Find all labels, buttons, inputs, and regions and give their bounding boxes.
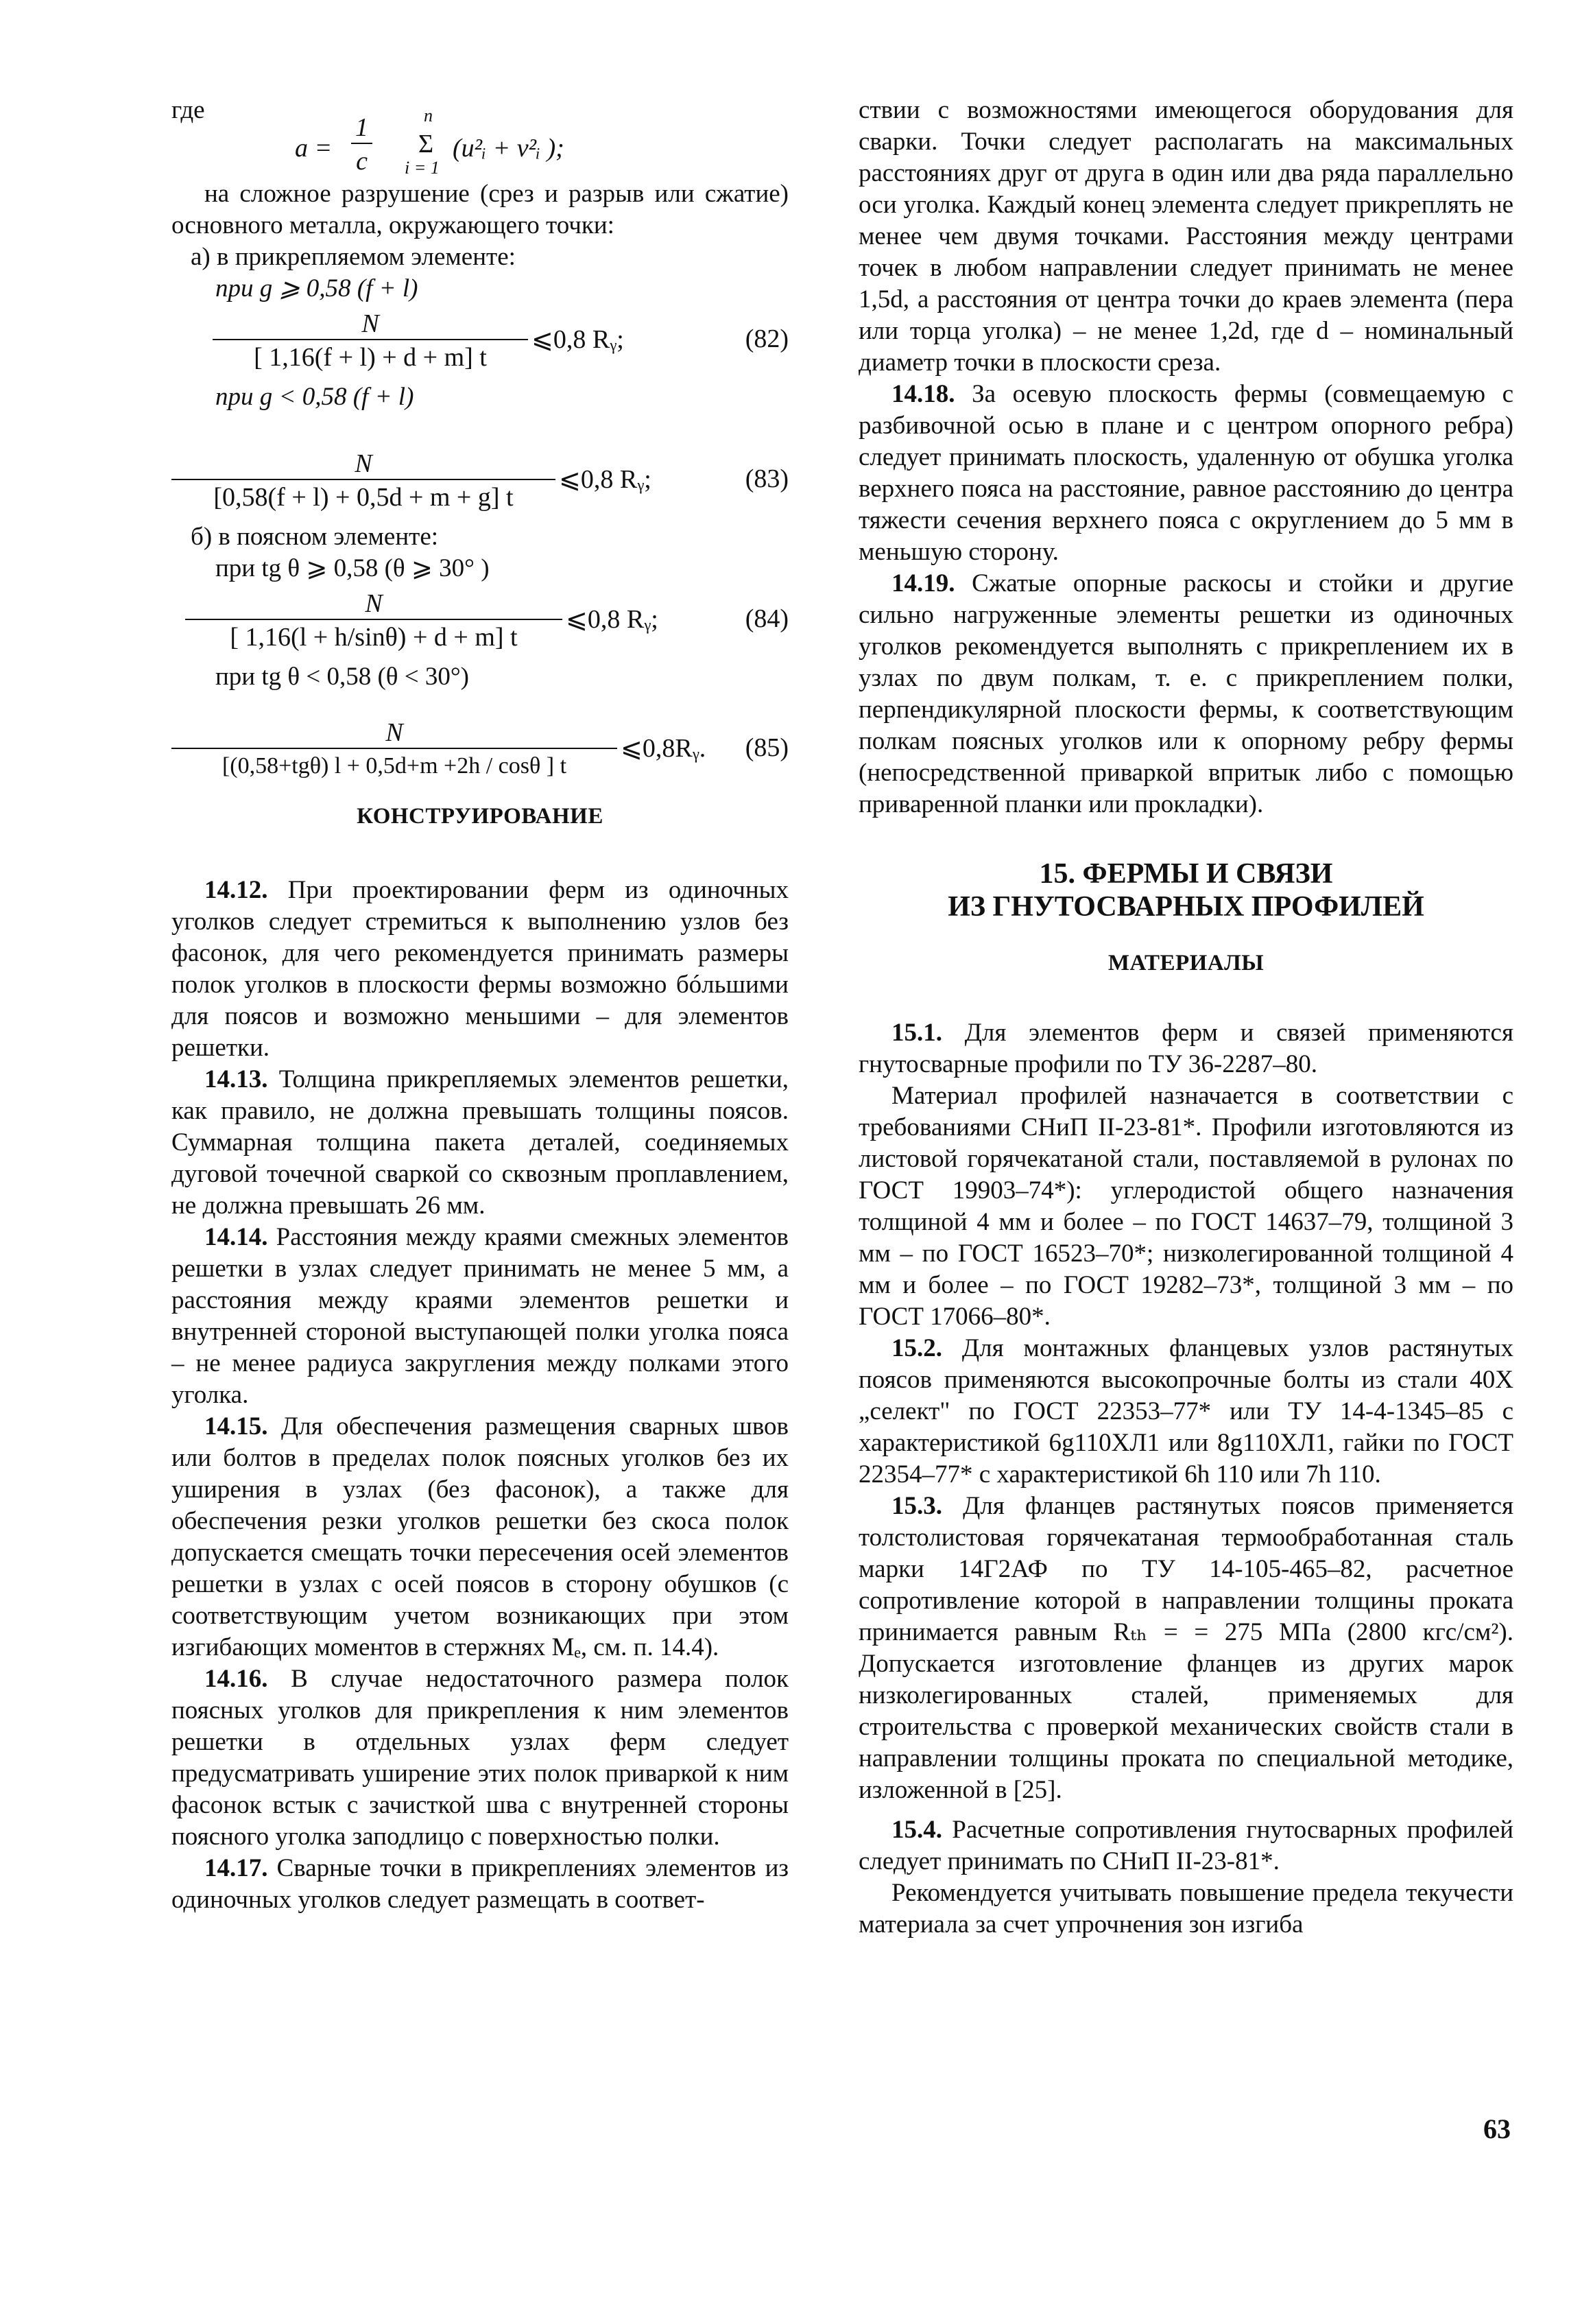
sum-upper-limit: n bbox=[424, 106, 433, 126]
chapter-15-heading-line2: ИЗ ГНУТОСВАРНЫХ ПРОФИЛЕЙ bbox=[948, 891, 1424, 923]
section-text: Сварные точки в прикреплениях элементов из одиночных уголков следует размещать в соответ- bbox=[171, 1854, 789, 1914]
formula-82-numerator: N bbox=[361, 309, 379, 338]
section-14-12 bbox=[171, 875, 789, 1064]
section-text: Сжатые опорные раскосы и стойки и другие сильно нагруженные элементы решетки из одиночных уголков рекомендуется выполнять с прикреплением их в узлах по двум полкам, т. е. с прикреплением полки, перпендикулярной плоскости фермы, к соответствующим полкам поясных уголков или к опорному ребру фермы (непосредственной приваркой впритык либо с помощью приваренной планки или прокладки). bbox=[859, 569, 1514, 818]
equation-number-83: (83) bbox=[745, 464, 789, 493]
formula-a-fraction bbox=[351, 112, 372, 178]
formula-82-fraction bbox=[213, 309, 528, 375]
left-column bbox=[171, 95, 789, 1916]
heading-design: КОНСТРУИРОВАНИЕ bbox=[357, 804, 603, 829]
section-number: 15.4. bbox=[891, 1816, 942, 1844]
formula-85-denominator: [(0,58+tgθ) l + 0,5d+m +2h / cosθ ] t bbox=[221, 753, 567, 779]
material-paragraph: Материал профилей назначается в соответствии с требованиями СНиП II-23-81*. Профили изготовляются из листовой горячекатаной стали, поставляемой в рулонах по ГОСТ 19903–74*): углеродистой общего назначения толщиной 4 мм и более – по ГОСТ 14637–79, толщиной 3 мм – по ГОСТ 16523–70*; низколегированной толщиной 4 мм и более – по ГОСТ 19282–73*, толщиной 3 мм – по ГОСТ 17066–80*. bbox=[859, 1082, 1513, 1331]
formula-85-rhs: ⩽0,8Rᵧ. bbox=[621, 734, 706, 763]
section-14-16 bbox=[171, 1663, 789, 1853]
section-number: 14.16. bbox=[204, 1665, 268, 1693]
formula-83 bbox=[171, 444, 789, 521]
formula-83-numerator: N bbox=[355, 449, 372, 478]
chapter-15-heading bbox=[859, 857, 1513, 923]
section-number: 14.14. bbox=[204, 1223, 268, 1251]
equation-number-85: (85) bbox=[745, 733, 789, 762]
section-text: Для обеспечения размещения сварных швов или болтов в пределах полок поясных уголков без их уширения в узлах (без фасонок), а также для обеспечения резки уголков решетки без скоса полок допускается смещать точки пересечения осей элементов решетки в узлах с осей поясов в сторону обушков (с соответствующим учетом возникающих при этом изгибающих моментов в стержнях Mₑ, см. п. 14.4). bbox=[171, 1412, 789, 1661]
page-number: 63 bbox=[1483, 2113, 1511, 2144]
section-text: В случае недостаточного размера полок поясных уголков для прикрепления к ним элементов решетки в отдельных узлах ферм следует предусматривать уширение этих полок приваркой к ним фасонок встык с зачисткой шва с внутренней стороны поясного уголка заподлицо с поверхностью полки. bbox=[171, 1665, 789, 1851]
section-14-19 bbox=[859, 568, 1513, 820]
section-text: Толщина прикрепляемых элементов решетки, как правило, не должна превышать толщины поясов. Суммарная толщина пакета деталей, соединяемых дуговой точечной сваркой со сквозным проплавлением, не должна превышать 26 мм. bbox=[171, 1065, 789, 1220]
item-b-label: б) в поясном элементе: bbox=[191, 523, 439, 551]
section-number: 15.2. bbox=[891, 1334, 942, 1362]
section-text: Для фланцев растянутых поясов применяется толстолистовая горячекатаная термообработанная сталь марки 14Г2АФ по ТУ 14-105-465–82, расчетное сопротивление которой в направлении толщины проката принимается равным Rₜₕ = = 275 МПа (2800 кгс/см²). Допускается изготовление фланцев из других марок низколегированных сталей, применяемых для строительства с проверкой механических свойств стали в направлении толщины проката по специальной методике, изложенной в [25]. bbox=[859, 1492, 1514, 1804]
heading-materials: МАТЕРИАЛЫ bbox=[1107, 951, 1265, 975]
intro-paragraph: на сложное разрушение (срез и разрыв или сжатие) основного металла, окружающего точки: bbox=[171, 180, 789, 239]
section-number: 14.19. bbox=[891, 569, 955, 597]
formula-84-rhs: ⩽0,8 Rᵧ; bbox=[566, 605, 658, 634]
section-number: 14.17. bbox=[204, 1854, 268, 1882]
last-paragraph: Рекомендуется учитывать повышение предела текучести материала за счет упрочнения зон изгиба bbox=[859, 1879, 1513, 1938]
section-number: 15.1. bbox=[891, 1019, 942, 1047]
chapter-15-heading-line1: 15. ФЕРМЫ И СВЯЗИ bbox=[1039, 858, 1333, 890]
condition-85: при tg θ < 0,58 (θ < 30°) bbox=[215, 663, 469, 691]
equation-number-82: (82) bbox=[745, 324, 789, 353]
section-15-4 bbox=[859, 1814, 1513, 1877]
formula-a bbox=[171, 106, 789, 178]
formula-84-denominator: [ 1,16(l + h/sinθ) + d + m] t bbox=[230, 623, 518, 652]
sum-body: (u²ᵢ + v²ᵢ ); bbox=[453, 134, 564, 163]
condition-83: при g < 0,58 (f + l) bbox=[215, 383, 414, 411]
section-text: Расстояния между краями смежных элементов решетки в узлах следует принимать не менее 5 мм, а расстояния между краями элементов решетки и внутренней стороной выступающей полки уголка пояса – не менее радиуса закругления между полками этого уголка. bbox=[171, 1223, 789, 1409]
section-text: Расчетные сопротивления гнутосварных профилей следует принимать по СНиП II-23-81*. bbox=[859, 1816, 1513, 1875]
continued-paragraph: ствии с возможностями имеющегося оборудования для сварки. Точки следует располагать на максимальных расстояниях друг от друга в один или два ряда параллельно оси уголка. Каждый конец элемента следует прикреплять не менее чем двумя точками. Расстояния между центрами точек в любом направлении следует принимать не менее 1,5d, а расстояния от центра точки до краев элемента (пера или торца уголка) – не менее 1,2d, где d – номинальный диаметр точки в плоскости среза. bbox=[859, 96, 1513, 377]
sum-lower-limit: i = 1 bbox=[405, 158, 440, 178]
section-text: Для монтажных фланцевых узлов растянутых поясов применяются высокопрочные болты из стали 40Х „селект" по ГОСТ 22353–77* или ТУ 14-4-1345–85 с характеристикой 6g110ХЛ1 или 8g110ХЛ1, гайки по ГОСТ 22354–77* с характеристикой 6h 110 или 7h 110. bbox=[859, 1334, 1514, 1489]
formula-84-numerator: N bbox=[365, 589, 383, 618]
section-number: 14.13. bbox=[204, 1065, 268, 1093]
section-number: 15.3. bbox=[891, 1492, 942, 1520]
section-14-14 bbox=[171, 1222, 789, 1411]
section-15-1 bbox=[859, 1017, 1513, 1080]
formula-a-lhs: a = bbox=[295, 134, 333, 163]
section-15-3 bbox=[859, 1491, 1513, 1806]
section-text: При проектировании ферм из одиночных уголков следует стремиться к выполнению узлов без фасонок, для чего рекомендуется принимать размеры полок уголков в плоскости фермы возможно бóльшими для поясов и возможно меньшими – для элементов решетки. bbox=[171, 876, 789, 1062]
formula-84-fraction bbox=[185, 589, 562, 654]
formula-82-denominator: [ 1,16(f + l) + d + m] t bbox=[254, 343, 487, 372]
item-a-label: а) в прикрепляемом элементе: bbox=[191, 243, 516, 271]
formula-82 bbox=[171, 305, 789, 381]
condition-84: при tg θ ⩾ 0,58 (θ ⩾ 30° ) bbox=[215, 554, 490, 582]
sum-symbol: Σ bbox=[418, 130, 434, 158]
section-text: За осевую плоскость фермы (совмещаемую с разбивочной осью в плане и с центром опорного ребра) следует принимать плоскость, удаленную от обушка уголка верхнего пояса на расстояние, равное расстоянию до центра тяжести сечения верхнего пояса с округлением до 5 мм в меньшую сторону. bbox=[859, 380, 1513, 566]
formula-83-denominator: [0,58(f + l) + 0,5d + m + g] t bbox=[213, 483, 514, 512]
equation-number-84: (84) bbox=[745, 604, 789, 633]
formula-85-fraction bbox=[171, 718, 617, 783]
section-14-18 bbox=[859, 379, 1513, 568]
section-14-17 bbox=[171, 1853, 789, 1916]
section-15-2 bbox=[859, 1333, 1513, 1491]
section-14-15 bbox=[171, 1411, 789, 1663]
formula-85-numerator: N bbox=[385, 718, 403, 747]
where-label: где bbox=[171, 96, 205, 124]
formula-82-rhs: ⩽0,8 Rᵧ; bbox=[531, 325, 624, 354]
formula-a-denominator: c bbox=[356, 147, 368, 176]
formula-83-rhs: ⩽0,8 Rᵧ; bbox=[559, 465, 651, 494]
section-number: 14.15. bbox=[204, 1412, 268, 1440]
section-number: 14.18. bbox=[891, 380, 955, 408]
condition-82: при g ⩾ 0,58 (f + l) bbox=[215, 274, 418, 303]
formula-a-numerator: 1 bbox=[355, 113, 368, 142]
formula-84 bbox=[171, 584, 789, 661]
section-text: Для элементов ферм и связей применяются гнутосварные профили по ТУ 36-2287–80. bbox=[859, 1019, 1513, 1078]
formula-83-fraction bbox=[171, 449, 555, 514]
section-number: 14.12. bbox=[204, 876, 268, 904]
right-column bbox=[859, 95, 1513, 1941]
formula-85 bbox=[171, 713, 789, 790]
section-14-13 bbox=[171, 1064, 789, 1222]
